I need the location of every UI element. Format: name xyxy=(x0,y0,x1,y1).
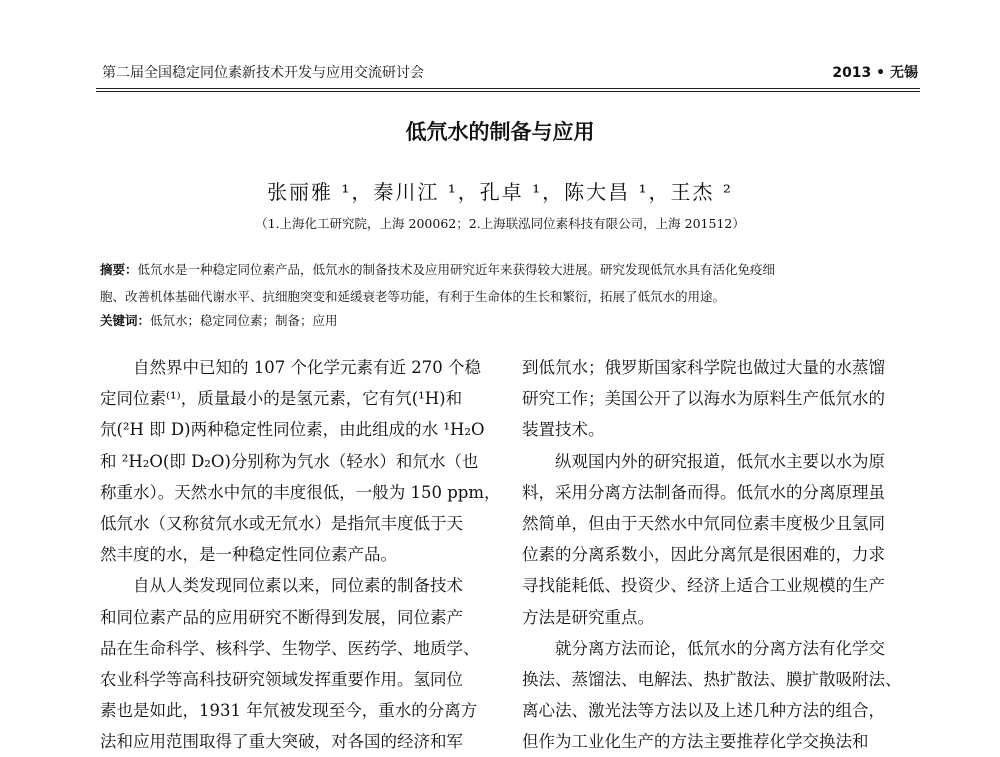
body-text-line: 法和应用范围取得了重大突破，对各国的经济和军 xyxy=(100,732,463,752)
keywords xyxy=(100,307,920,334)
abstract-label: 摘要： xyxy=(100,262,138,277)
body-text-line: 离心法、激光法等方法以及上述几种方法的组合， xyxy=(522,701,885,721)
body-text-line: 称重水）。天然水中氘的丰度很低，一般为 150 ppm， xyxy=(100,482,501,502)
abstract xyxy=(100,256,920,334)
body-text-line: 定同位素⁽¹⁾，质量最小的是氢元素，它有氕(¹H)和 xyxy=(100,389,463,409)
keywords-label: 关键词： xyxy=(100,313,151,328)
body-text-line: 和同位素产品的应用研究不断得到发展，同位素产 xyxy=(100,607,463,627)
body-text-line: 研究工作；美国公开了以海水为原料生产低氘水的 xyxy=(522,389,885,409)
body-text-line: 换法、蒸馏法、电解法、热扩散法、膜扩散吸附法、 xyxy=(522,669,902,689)
affiliation: （1.上海化工研究院，上海 200062；2.上海联泓同位素科技有限公司，上海 201512） xyxy=(255,216,745,231)
body-text-line: 就分离方法而论，低氘水的分离方法有化学交 xyxy=(522,638,885,658)
body-text-line: 但作为工业化生产的方法主要推荐化学交换法和 xyxy=(522,732,869,752)
running-header-right: 2013 • 无锡 xyxy=(832,65,918,81)
body-text-line: 位素的分离系数小，因此分离氘是很困难的，力求 xyxy=(522,545,885,565)
left-column xyxy=(100,352,501,757)
body-text-line: 纵观国内外的研究报道，低氘水主要以水为原 xyxy=(522,451,885,471)
header-rule xyxy=(96,88,920,89)
body-text-line: 自从人类发现同位素以来，同位素的制备技术 xyxy=(100,576,463,596)
body-text-line: 方法是研究重点。 xyxy=(522,607,654,627)
body-text-line: 品在生命科学、核科学、生物学、医药学、地质学、 xyxy=(100,638,480,658)
body-text-line: 农业科学等高科技研究领域发挥重要作用。氢同位 xyxy=(100,669,463,689)
body-text-line: 自然界中已知的 107 个化学元素有近 270 个稳 xyxy=(100,358,481,377)
keywords-text: 低氘水；稳定同位素；制备；应用 xyxy=(150,313,338,328)
body-text-line: 素也是如此，1931 年氘被发现至今，重水的分离方 xyxy=(100,701,478,721)
body-text-line: 氘(²H 即 D)两种稳定性同位素，由此组成的水 ¹H₂O xyxy=(100,420,485,440)
right-column xyxy=(522,352,920,757)
body-text-line: 料，采用分离方法制备而得。低氘水的分离原理虽 xyxy=(522,482,885,502)
body-text-line: 然简单，但由于天然水中氘同位素丰度极少且氢同 xyxy=(522,513,885,533)
body-text-line: 和 ²H₂O(即 D₂O)分别称为氕水（轻水）和氘水（也 xyxy=(100,451,479,471)
running-header-left: 第二届全国稳定同位素新技术开发与应用交流研讨会 xyxy=(102,65,424,81)
abstract-line: 低氘水是一种稳定同位素产品，低氘水的制备技术及应用研究近年来获得较大进展。研究发现低氘水具有活化免疫细 xyxy=(137,262,776,277)
authors: 张丽雅 ¹，秦川江 ¹，孔卓 ¹，陈大昌 ¹，王杰 ² xyxy=(267,180,733,204)
abstract-line: 胞、改善机体基础代谢水平、抗细胞突变和延缓衰老等功能，有利于生命体的生长和繁衍，拓展了低氘水的用途。 xyxy=(100,289,726,304)
body-text-line: 寻找能耗低、投资少、经济上适合工业规模的生产 xyxy=(522,576,885,596)
body-text-line: 装置技术。 xyxy=(522,420,605,440)
body-text-line: 到低氘水；俄罗斯国家科学院也做过大量的水蒸馏 xyxy=(522,358,885,377)
header-rule-thin xyxy=(96,91,920,92)
body-text-line: 低氘水（又称贫氘水或无氘水）是指氘丰度低于天 xyxy=(100,513,463,533)
body-text-line: 然丰度的水，是一种稳定性同位素产品。 xyxy=(100,545,397,565)
paper-title: 低氘水的制备与应用 xyxy=(405,120,595,144)
